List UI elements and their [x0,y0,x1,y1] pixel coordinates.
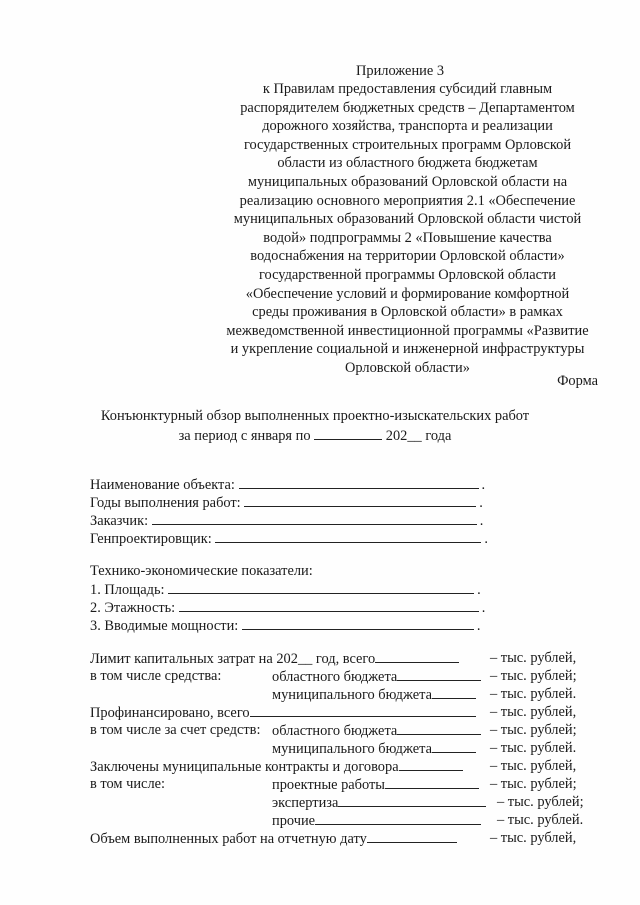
other-row [272,811,481,831]
unit-label: – тыс. рублей. [490,740,577,756]
years-row: Годы выполнения работ: . [90,495,483,511]
object-name-label: Наименование объекта: [90,477,235,493]
expertise-field[interactable] [338,793,486,807]
municipal-budget-row-2 [272,739,476,759]
general-designer-field[interactable] [215,529,481,543]
floors-label: 2. Этажность: [90,600,176,616]
customer-field[interactable] [152,511,477,525]
financed-label: Профинансировано, всего [90,705,250,721]
municipal-budget-label: муниципального бюджета [272,687,432,703]
volume-label: Объем выполненных работ на отчетную дату [90,831,367,847]
unit-label: – тыс. рублей, [490,650,577,666]
expertise-row [272,793,486,813]
general-designer-row: Генпроектировщик: . [90,531,488,547]
appendix-line: «Обеспечение условий и формирование комфортной [245,285,570,302]
contracts-row [90,757,463,777]
municipal-budget-row [272,685,476,705]
form-title [60,407,570,445]
appendix-line: муниципальных образований Орловской области на [247,173,568,190]
unit-label: – тыс. рублей, [490,704,577,720]
appendix-line: дорожного хозяйства, транспорта и реализации [262,118,553,135]
appendix-title: Приложение 3 [356,63,445,79]
volume-field[interactable] [367,829,457,843]
period-month-field[interactable] [314,426,382,440]
years-field[interactable] [244,493,476,507]
other-label: прочие [272,813,316,829]
regional-budget-field[interactable] [397,721,481,735]
regional-budget-row-2 [272,721,481,741]
other-field[interactable] [315,811,481,825]
unit-label: – тыс. рублей; [497,794,584,810]
period-suffix: года [425,427,452,444]
period-prefix: за период с января по [178,427,311,444]
unit-label: – тыс. рублей, [490,830,577,846]
volume-row [90,829,457,849]
limit-label: Лимит капитальных затрат на 202__ год, всего [90,651,376,667]
design-works-label: проектные работы [272,777,385,793]
expertise-label: экспертиза [272,795,339,811]
unit-label: – тыс. рублей; [490,722,577,738]
incl-means-account-label: в том числе за счет средств: [90,722,261,738]
appendix-text [200,80,615,378]
appendix-line: водой» подпрограммы 2 «Повышение качества [263,229,552,246]
municipal-budget-field[interactable] [432,685,476,699]
municipal-budget-field[interactable] [432,739,476,753]
limit-row [90,649,459,669]
area-label: 1. Площадь: [90,582,165,598]
limit-field[interactable] [375,649,459,663]
appendix-line: области из областного бюджета бюджетам [277,155,538,172]
appendix-line: водоснабжения на территории Орловской области» [250,248,565,265]
object-name-field[interactable] [239,475,479,489]
form-title-line2 [60,426,570,446]
unit-label: – тыс. рублей. [490,686,577,702]
appendix-line: государственных строительных программ Орловской [243,136,572,153]
customer-row: Заказчик: . [90,513,484,529]
area-field[interactable] [168,580,474,594]
contracts-label: Заключены муниципальные контракты и договора [90,759,399,775]
unit-label: – тыс. рублей; [490,668,577,684]
municipal-budget-label: муниципального бюджета [272,741,432,757]
regional-budget-label: областного бюджета [272,723,398,739]
object-name-row: Наименование объекта: . [90,477,486,493]
unit-label: – тыс. рублей, [490,758,577,774]
customer-label: Заказчик: [90,513,149,529]
appendix-line: и укрепление социальной и инженерной инфраструктуры [230,341,585,358]
capacity-label: 3. Вводимые мощности: [90,618,239,634]
form-title-line1: Конъюнктурный обзор выполненных проектно-изыскательских работ [100,408,530,424]
capacity-row: 3. Вводимые мощности: . [90,618,481,634]
regional-budget-field[interactable] [397,667,481,681]
regional-budget-label: областного бюджета [272,669,398,685]
form-label: Форма [557,373,598,389]
unit-label: – тыс. рублей; [490,776,577,792]
indicators-heading: Технико-экономические показатели: [90,563,313,579]
period-year: 202__ [385,427,422,444]
appendix-line: Орловской области» [345,359,470,376]
unit-label: – тыс. рублей. [497,812,584,828]
financed-field[interactable] [250,703,476,717]
appendix-line: государственной программы Орловской области [259,266,556,283]
general-designer-label: Генпроектировщик: [90,531,212,547]
floors-field[interactable] [179,598,479,612]
appendix-line: к Правилам предоставления субсидий главным [262,81,553,97]
area-row: 1. Площадь: . [90,582,481,598]
incl-label: в том числе: [90,776,166,792]
capacity-field[interactable] [242,616,474,630]
appendix-line: реализацию основного мероприятия 2.1 «Обеспечение [239,192,576,209]
design-works-field[interactable] [385,775,479,789]
regional-budget-row [272,667,481,687]
contracts-field[interactable] [399,757,463,771]
design-works-row [272,775,479,795]
financed-row [90,703,476,723]
incl-means-label: в том числе средства: [90,668,222,684]
years-label: Годы выполнения работ: [90,495,241,511]
appendix-line: муниципальных образований Орловской области чистой [233,211,582,228]
appendix-line: распорядителем бюджетных средств – Департаментом [240,99,575,116]
floors-row: 2. Этажность: . [90,600,486,616]
appendix-line: среды проживания в Орловской области» в рамках [252,304,563,321]
appendix-line: межведомственной инвестиционной программы «Развитие [226,322,589,339]
